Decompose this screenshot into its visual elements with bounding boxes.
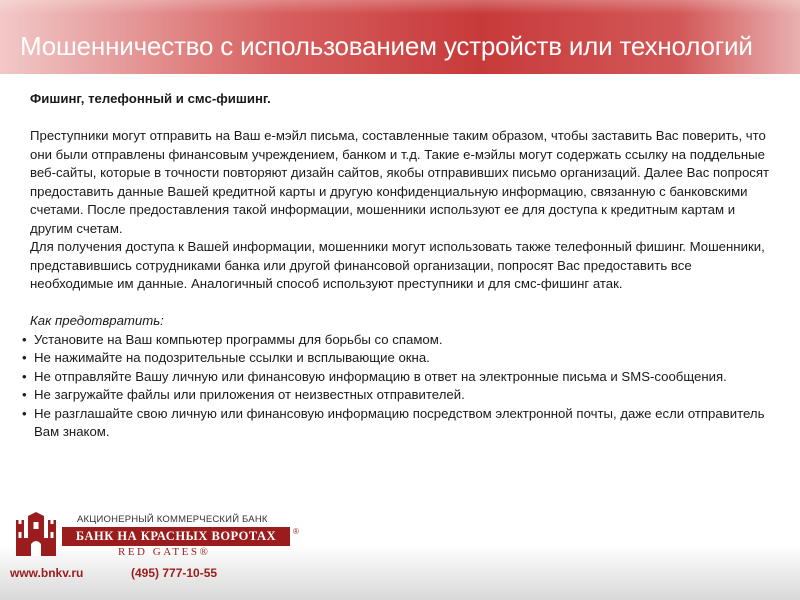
slide-body xyxy=(30,90,775,442)
gate-tower-icon xyxy=(12,512,60,558)
list-item: • Не нажимайте на подозрительные ссылки и всплывающие окна. xyxy=(22,349,775,368)
list-item: • Не загружайте файлы или приложения от неизвестных отправителей. xyxy=(22,386,775,405)
registered-mark: ® xyxy=(293,527,299,536)
list-item: • Не отправляйте Вашу личную или финансовую информацию в ответ на электронные письма и SMS-сообщения. xyxy=(22,368,775,387)
section-heading: Фишинг, телефонный и смс-фишинг. xyxy=(30,91,271,106)
prevention-heading: Как предотвратить: xyxy=(30,313,164,328)
list-item: • Не разглашайте свою личную или финансовую информацию посредством электронной почты, даже если отправитель Вам знаком. xyxy=(22,405,775,442)
title-banner xyxy=(0,0,800,74)
bank-type-label: АКЦИОНЕРНЫЙ КОММЕРЧЕСКИЙ БАНК xyxy=(77,514,268,525)
website-link[interactable]: www.bnkv.ru xyxy=(10,566,84,580)
red-gates-wordmark: RED GATES® xyxy=(118,546,211,558)
paragraph-phishing-email: Преступники могут отправить на Ваш е-мэйл письма, составленные таким образом, чтобы заставить Вас поверить, что они были отправлены финансовым учреждением, банком и т.д. Такие е-мэйлы могут содержать ссылку на поддельные веб-сайты, которые в точности повторяют дизайн сайтов, якобы отправивших письмо организаций. Далее Вас попросят предоставить данные Вашей кредитной карты и другую конфиденциальную информацию, связанную с банковскими счетами. После предоставления такой информации, мошенники используют ее для доступа к кредитным картам и другим счетам. xyxy=(30,128,770,236)
slide-title: Мошенничество с использованием устройств или технологий xyxy=(20,31,753,61)
prevention-list xyxy=(22,331,775,442)
paragraph-phone-phishing: Для получения доступа к Вашей информации, мошенники могут использовать также телефонный фишинг. Мошенники, представившись сотрудниками банка или другой финансовой организации, попросят Вас предоставить все необходимые им данные. Аналогичный способ используют преступники и для смс-фишинг атак. xyxy=(30,239,765,291)
bank-name-logo: БАНК НА КРАСНЫХ ВОРОТАХ xyxy=(62,527,290,546)
phone-number: (495) 777-10-55 xyxy=(131,566,218,580)
spacer xyxy=(30,294,775,313)
list-item: • Установите на Ваш компьютер программы для борьбы со спамом. xyxy=(22,331,775,350)
